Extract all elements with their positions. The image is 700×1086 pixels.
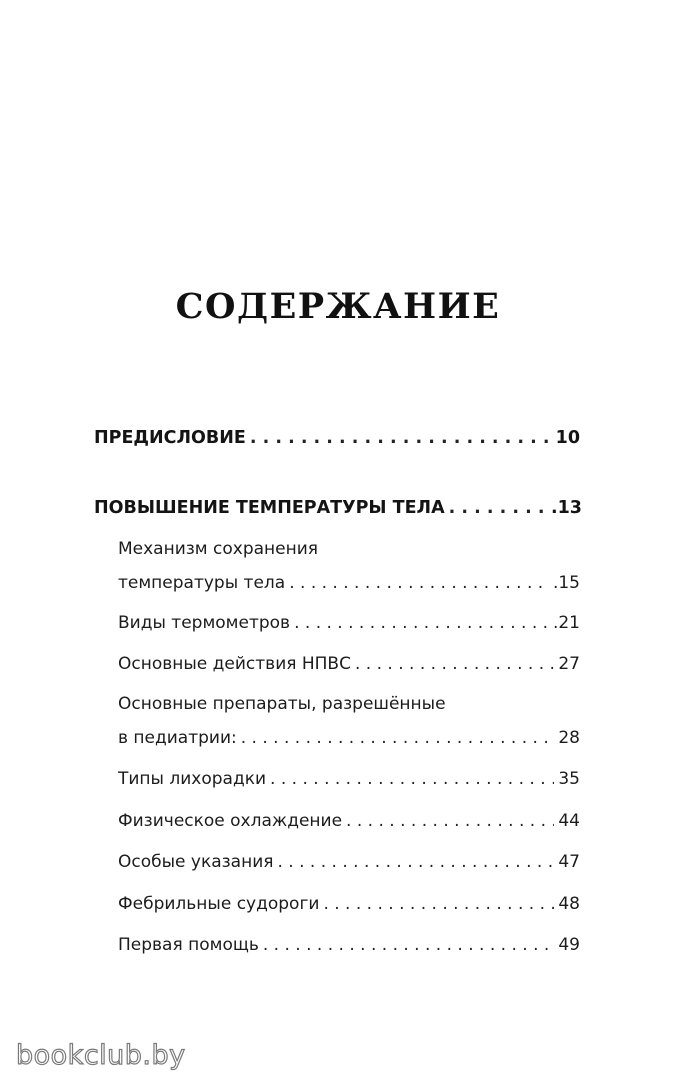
toc-entry-title-line1: Механизм сохранения — [118, 539, 319, 559]
dot-leader — [250, 428, 552, 448]
toc-entry-title-line2: в педиатрии: — [118, 728, 237, 748]
toc-entry-sub7[interactable] — [118, 852, 580, 872]
toc-page-number: 49 — [558, 935, 580, 955]
watermark: bookclub.by — [16, 1040, 186, 1071]
toc-entry-sub6[interactable] — [118, 811, 580, 831]
dot-leader — [278, 852, 555, 872]
dot-leader — [294, 613, 549, 633]
toc-page-number: 35 — [558, 769, 580, 789]
toc-entry-preface[interactable] — [94, 428, 580, 448]
toc-entry-chapter[interactable] — [94, 498, 582, 518]
toc-page-number: 27 — [558, 654, 580, 674]
toc-entry-title: Физическое охлаждение — [118, 811, 343, 831]
toc-page-number: .13 — [550, 498, 582, 518]
dot-leader — [270, 769, 554, 789]
toc-entry-sub2[interactable] — [118, 613, 580, 633]
dot-leader — [346, 811, 554, 831]
toc-entry-title-line2: температуры тела — [118, 573, 286, 593]
dot-leader — [355, 654, 554, 674]
page-title: СОДЕРЖАНИЕ — [175, 286, 501, 327]
toc-entry-sub3[interactable] — [118, 654, 580, 674]
toc-entry-sub9[interactable] — [118, 935, 580, 955]
dot-leader — [323, 894, 554, 914]
toc-entry-sub4[interactable] — [118, 728, 580, 748]
dot-leader — [263, 935, 554, 955]
toc-entry-title: Основные действия НПВС — [118, 654, 351, 674]
toc-entry-title: Особые указания — [118, 852, 274, 872]
dot-leader — [289, 573, 549, 593]
toc-page-number: .21 — [552, 613, 580, 633]
toc-entry-sub1[interactable] — [118, 573, 580, 593]
toc-entry-sub5[interactable] — [118, 769, 580, 789]
toc-page-number: 47 — [558, 852, 580, 872]
toc-page-number: .15 — [552, 573, 580, 593]
dot-leader — [241, 728, 555, 748]
toc-page-number: 28 — [558, 728, 580, 748]
toc-page-number: 44 — [558, 811, 580, 831]
toc-entry-sub8[interactable] — [118, 894, 580, 914]
toc-entry-title: ПРЕДИСЛОВИЕ — [94, 428, 246, 448]
toc-entry-title: ПОВЫШЕНИЕ ТЕМПЕРАТУРЫ ТЕЛА — [94, 498, 445, 518]
toc-page-number: 48 — [558, 894, 580, 914]
toc-page-number: 10 — [555, 428, 580, 448]
toc-entry-title: Первая помощь — [118, 935, 259, 955]
toc-entry-title: Виды термометров — [118, 613, 291, 633]
dot-leader — [449, 498, 547, 518]
toc-entry-title: Фебрильные судороги — [118, 894, 320, 914]
toc-entry-title-line1: Основные препараты, разрешённые — [118, 694, 446, 714]
toc-entry-title: Типы лихорадки — [118, 769, 267, 789]
